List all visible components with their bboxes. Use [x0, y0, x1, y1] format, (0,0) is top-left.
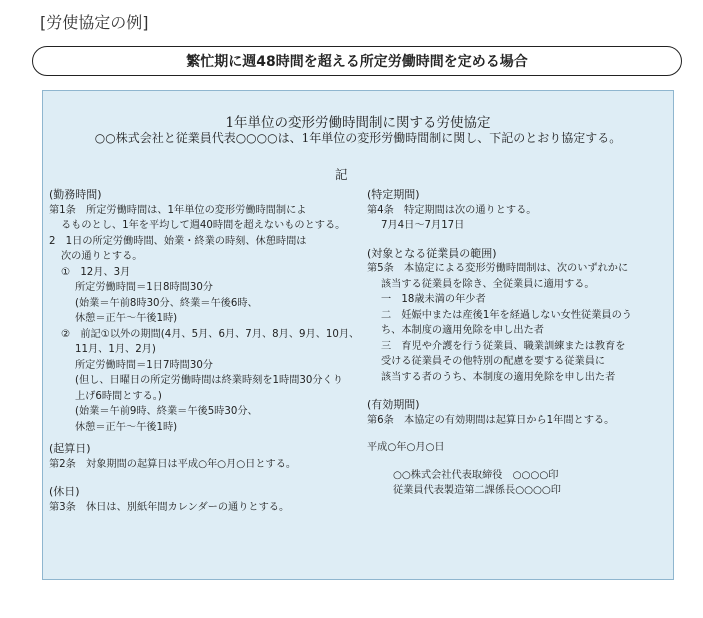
article-line: 第1条 所定労働時間は、1年単位の変形労働時間制によ	[49, 204, 307, 216]
article-line: 休憩＝正午〜午後1時)	[75, 421, 178, 433]
agreement-intro: ○○株式会社と従業員代表○○○○は、1年単位の変形労働時間制に関し、下記のとおり協定する。	[94, 131, 622, 145]
article-line: (始業＝午前9時、終業＝午後5時30分、	[75, 406, 258, 417]
article-line: ① 12月、3月	[61, 266, 131, 278]
article-line: 2 1日の所定労働時間、始業・終業の時刻、休憩時間は	[49, 235, 307, 247]
validity-heading: (有効期間)	[367, 398, 420, 411]
specific-period-heading: (特定期間)	[367, 188, 420, 201]
article-line: 第5条 本協定による変形労働時間制は、次のいずれかに	[367, 263, 629, 274]
holidays-heading: (休日)	[49, 485, 80, 498]
article-line: ② 前記①以外の期間(4月、5月、6月、7月、8月、9月、10月、	[61, 328, 360, 340]
article-line: 11月、1月、2月)	[75, 344, 156, 355]
article-line: 該当する者のうち、本制度の適用免除を申し出た者	[381, 371, 616, 383]
article-line: 受ける従業員その他特別の配慮を要する従業員に	[381, 356, 606, 367]
agreement-title: 1年単位の変形労働時間制に関する労使協定	[225, 115, 491, 131]
article-line: 所定労働時間＝1日7時間30分	[75, 359, 213, 371]
article-line: 第6条 本協定の有効期間は起算日から1年間とする。	[367, 414, 615, 426]
ki-mark: 記	[335, 167, 348, 182]
page-heading: [労使協定の例]	[40, 13, 149, 32]
employee-signature: 従業員代表製造第二課係長○○○○印	[393, 485, 561, 496]
article-line: 第2条 対象期間の起算日は平成○年○月○日とする。	[49, 458, 297, 470]
article-line: 第4条 特定期間は次の通りとする。	[367, 204, 537, 216]
article-line: 三 育児や介護を行う従業員、職業訓練または教育を	[381, 340, 626, 352]
article-line: (始業＝午前8時30分、終業＝午後6時、	[75, 297, 258, 309]
company-signature: ○○株式会社代表取締役 ○○○○印	[393, 469, 559, 481]
agreement-date: 平成○年○月○日	[367, 442, 445, 453]
employees-heading: (対象となる従業員の範囲)	[367, 246, 497, 260]
specific-period-dates: 7月4日〜7月17日	[381, 220, 465, 231]
start-date-heading: (起算日)	[49, 442, 91, 455]
article-line: 該当する従業員を除き、全従業員に適用する。	[381, 278, 595, 290]
article-line: るものとし、1年を平均して週40時間を超えないものとする。	[61, 220, 346, 231]
left-column	[49, 187, 359, 515]
article-line: 次の通りとする。	[61, 251, 143, 262]
article-line: 所定労働時間＝1日8時間30分	[75, 282, 213, 293]
article-line: 一 18歳未満の年少者	[381, 294, 486, 305]
agreement-panel	[42, 90, 674, 580]
article-line: 休憩＝正午〜午後1時)	[75, 313, 178, 324]
work-hours-heading: (勤務時間)	[49, 188, 102, 201]
article-line: 第3条 休日は、別紙年間カレンダーの通りとする。	[49, 501, 290, 513]
article-line: (但し、日曜日の所定労働時間は終業時刻を1時間30分くり	[75, 375, 343, 386]
article-line: 上げ6時間とする。)	[75, 390, 162, 402]
right-column	[367, 187, 667, 499]
article-line: ち、本制度の適用免除を申し出た者	[381, 325, 544, 336]
article-line: 二 妊娠中または産後1年を経過しない女性従業員のう	[381, 309, 632, 321]
case-banner: 繁忙期に週48時間を超える所定労働時間を定める場合	[32, 46, 682, 76]
